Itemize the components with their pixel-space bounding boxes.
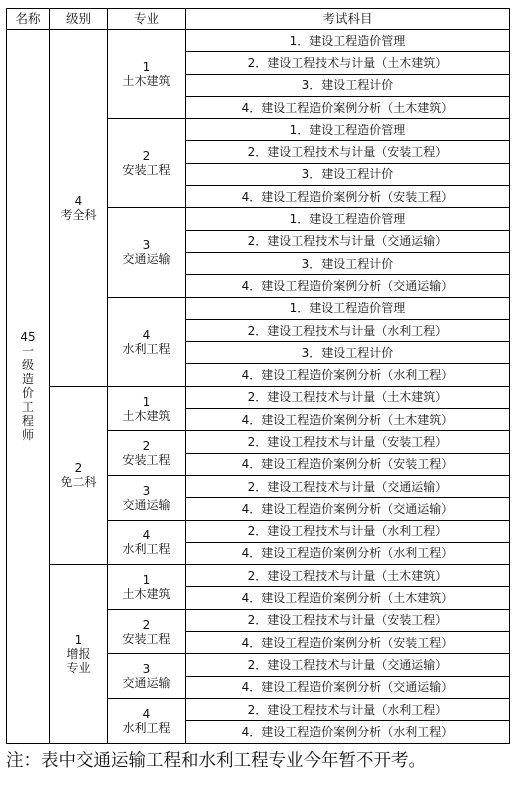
subject-cell: 1．建设工程造价管理 xyxy=(186,208,510,230)
subject-cell: 4．建设工程造价案例分析（交通运输） xyxy=(186,498,510,520)
subject-cell: 3．建设工程计价 xyxy=(186,252,510,274)
major-label: 安装工程 xyxy=(122,163,171,178)
major-label: 交通运输 xyxy=(122,676,171,691)
major-cell xyxy=(108,654,186,699)
subject-cell: 4．建设工程造价案例分析（土木建筑） xyxy=(186,409,510,431)
name-number: 45 xyxy=(20,330,36,345)
major-cell xyxy=(108,208,186,297)
subject-cell: 2．建设工程技术与计量（土木建筑） xyxy=(186,565,510,587)
level-cell xyxy=(50,30,108,387)
subject-cell: 4．建设工程造价案例分析（土木建筑） xyxy=(186,587,510,609)
subject-cell: 3．建设工程计价 xyxy=(186,74,510,96)
table-body xyxy=(7,30,510,744)
subject-cell: 4．建设工程造价案例分析（交通运输） xyxy=(186,676,510,698)
level-number: 1 xyxy=(74,632,83,647)
major-label: 交通运输 xyxy=(122,252,171,267)
subject-cell: 2．建设工程技术与计量（水利工程） xyxy=(186,520,510,542)
subject-cell: 2．建设工程技术与计量（安装工程） xyxy=(186,141,510,163)
subject-cell: 2．建设工程技术与计量（交通运输） xyxy=(186,230,510,252)
header-major: 专业 xyxy=(108,9,186,30)
name-cell xyxy=(7,30,50,744)
level-cell xyxy=(50,565,108,743)
major-number: 4 xyxy=(142,327,151,342)
major-number: 3 xyxy=(142,662,151,677)
major-label: 安装工程 xyxy=(122,631,171,646)
major-cell xyxy=(108,386,186,431)
header-row xyxy=(7,9,510,30)
subject-cell: 4．建设工程造价案例分析（安装工程） xyxy=(186,632,510,654)
major-cell xyxy=(108,609,186,654)
table-row xyxy=(7,30,510,52)
major-label: 土木建筑 xyxy=(122,408,171,423)
subject-cell: 4．建设工程造价案例分析（安装工程） xyxy=(186,453,510,475)
major-number: 1 xyxy=(142,394,151,409)
subject-cell: 4．建设工程造价案例分析（水利工程） xyxy=(186,542,510,564)
major-label: 安装工程 xyxy=(122,453,171,468)
subject-cell: 2．建设工程技术与计量（水利工程） xyxy=(186,319,510,341)
name-char: 级 xyxy=(21,358,34,373)
major-number: 2 xyxy=(142,439,151,454)
major-label: 土木建筑 xyxy=(122,74,171,89)
major-label: 土木建筑 xyxy=(122,586,171,601)
name-char: 程 xyxy=(21,414,34,429)
subject-cell: 1．建设工程造价管理 xyxy=(186,30,510,52)
major-number: 4 xyxy=(142,528,151,543)
level-number: 2 xyxy=(74,461,83,476)
major-number: 4 xyxy=(142,706,151,721)
level-cell xyxy=(50,386,108,564)
subject-cell: 1．建设工程造价管理 xyxy=(186,297,510,319)
subject-cell: 3．建设工程计价 xyxy=(186,163,510,185)
header-level: 级别 xyxy=(50,9,108,30)
subject-cell: 1．建设工程造价管理 xyxy=(186,119,510,141)
name-char: 造 xyxy=(21,372,34,387)
major-cell xyxy=(108,520,186,565)
subject-cell: 4．建设工程造价案例分析（安装工程） xyxy=(186,186,510,208)
subject-cell: 4．建设工程造价案例分析（水利工程） xyxy=(186,364,510,386)
name-char: 师 xyxy=(21,428,34,443)
level-label: 免二科 xyxy=(60,475,97,490)
name-char: 工 xyxy=(21,400,34,415)
level-label: 专业 xyxy=(66,660,91,675)
subject-cell: 2．建设工程技术与计量（安装工程） xyxy=(186,609,510,631)
major-number: 2 xyxy=(142,149,151,164)
major-number: 3 xyxy=(142,483,151,498)
major-cell xyxy=(108,431,186,476)
subject-cell: 2．建设工程技术与计量（交通运输） xyxy=(186,475,510,497)
level-label: 考全科 xyxy=(60,207,97,222)
subject-cell: 2．建设工程技术与计量（交通运输） xyxy=(186,654,510,676)
major-cell xyxy=(108,297,186,386)
level-number: 4 xyxy=(74,193,83,208)
name-char: 价 xyxy=(21,386,34,401)
subject-cell: 2．建设工程技术与计量（水利工程） xyxy=(186,698,510,720)
subject-cell: 3．建设工程计价 xyxy=(186,342,510,364)
subject-cell: 4．建设工程造价案例分析（交通运输） xyxy=(186,275,510,297)
level-label: 增报 xyxy=(66,646,91,661)
subject-cell: 2．建设工程技术与计量（土木建筑） xyxy=(186,52,510,74)
subject-cell: 2．建设工程技术与计量（安装工程） xyxy=(186,431,510,453)
major-number: 1 xyxy=(142,60,151,75)
major-cell xyxy=(108,475,186,520)
header-name: 名称 xyxy=(7,9,50,30)
name-char: 一 xyxy=(21,344,34,359)
subject-cell: 4．建设工程造价案例分析（水利工程） xyxy=(186,721,510,743)
subject-cell: 4．建设工程造价案例分析（土木建筑） xyxy=(186,96,510,118)
major-label: 交通运输 xyxy=(122,497,171,512)
footnote: 注：表中交通运输工程和水利工程专业今年暂不开考。 xyxy=(6,751,426,771)
major-cell xyxy=(108,119,186,208)
major-number: 1 xyxy=(142,572,151,587)
major-label: 水利工程 xyxy=(122,720,171,735)
major-number: 2 xyxy=(142,617,151,632)
exam-subjects-table xyxy=(6,8,510,744)
major-cell xyxy=(108,565,186,610)
major-label: 水利工程 xyxy=(122,542,171,557)
major-cell xyxy=(108,30,186,119)
major-label: 水利工程 xyxy=(122,341,171,356)
major-number: 3 xyxy=(142,238,151,253)
table-row xyxy=(7,565,510,587)
major-cell xyxy=(108,698,186,743)
subject-cell: 2．建设工程技术与计量（土木建筑） xyxy=(186,386,510,408)
header-subjects: 考试科目 xyxy=(186,9,510,30)
table-row xyxy=(7,386,510,408)
